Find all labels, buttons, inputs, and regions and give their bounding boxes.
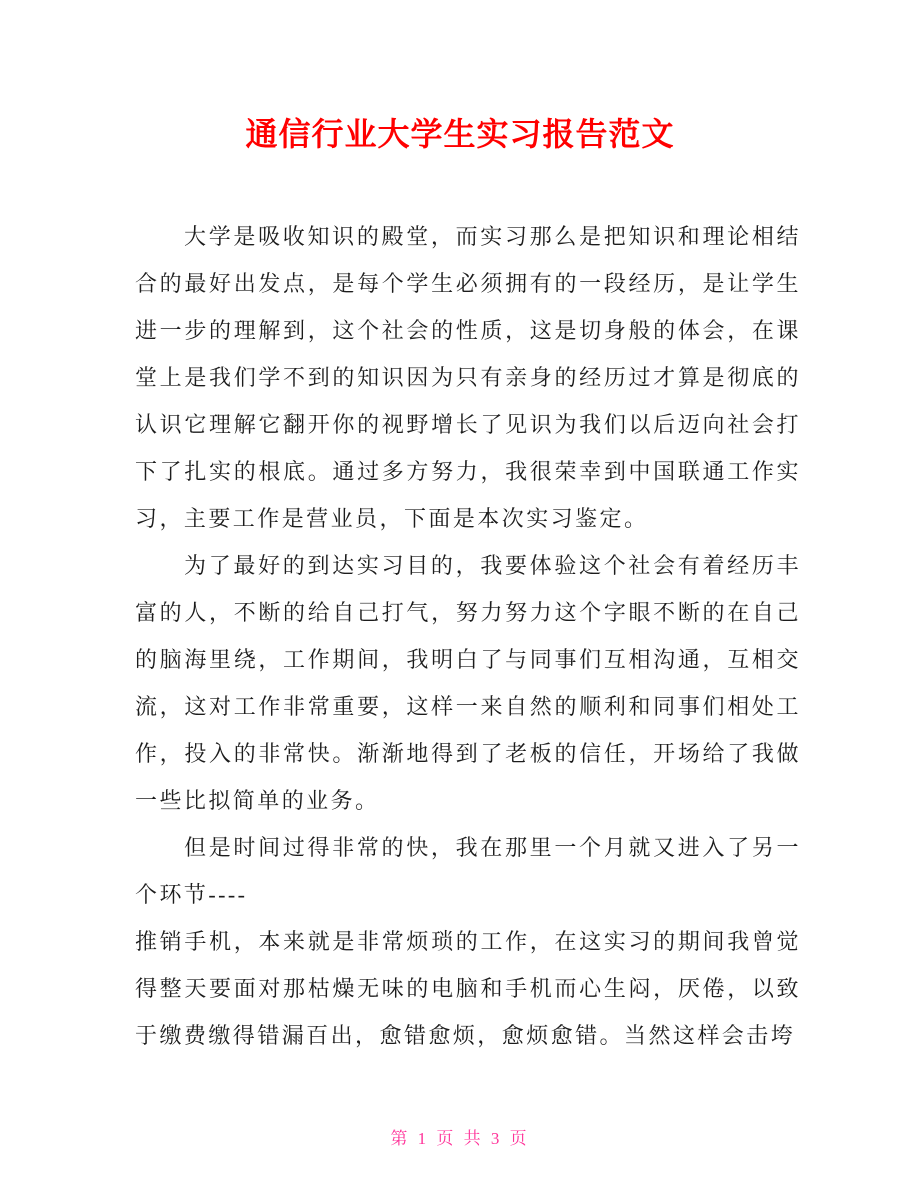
paragraph: 大学是吸收知识的殿堂，而实习那么是把知识和理论相结合的最好出发点，是每个学生必须拥有的一段经历，是让学生进一步的理解到，这个社会的性质，这是切身般的体会，在课堂上是我们学不到的知识因为只有亲身的经历过才算是彻底的认识它理解它翻开你的视野增长了见识为我们以后迈向社会打下了扎实的根底。通过多方努力，我很荣幸到中国联通工作实习，主要工作是营业员，下面是本次实习鉴定。 bbox=[135, 224, 801, 531]
paragraph: 但是时间过得非常的快，我在那里一个月就又进入了另一个环节---- bbox=[135, 835, 801, 907]
paragraph: 为了最好的到达实习目的，我要体验这个社会有着经历丰富的人，不断的给自己打气，努力努力这个字眼不断的在自己的脑海里绕，工作期间，我明白了与同事们互相沟通，互相交流，这对工作非常重要，这样一来自然的顺利和同事们相处工作，投入的非常快。渐渐地得到了老板的信任，开场给了我做一些比拟简单的业务。 bbox=[135, 553, 801, 813]
page-number-label: 第 1 页 共 3 页 bbox=[390, 1129, 530, 1148]
page-footer bbox=[0, 1124, 920, 1149]
document-title: 通信行业大学生实习报告范文 bbox=[245, 115, 675, 153]
document-body bbox=[135, 213, 801, 1059]
paragraph: 推销手机，本来就是非常烦琐的工作，在这实习的期间我曾觉得整天要面对那枯燥无味的电脑和手机而心生闷，厌倦，以致于缴费缴得错漏百出，愈错愈烦，愈烦愈错。当然这样会击垮 bbox=[135, 929, 801, 1048]
